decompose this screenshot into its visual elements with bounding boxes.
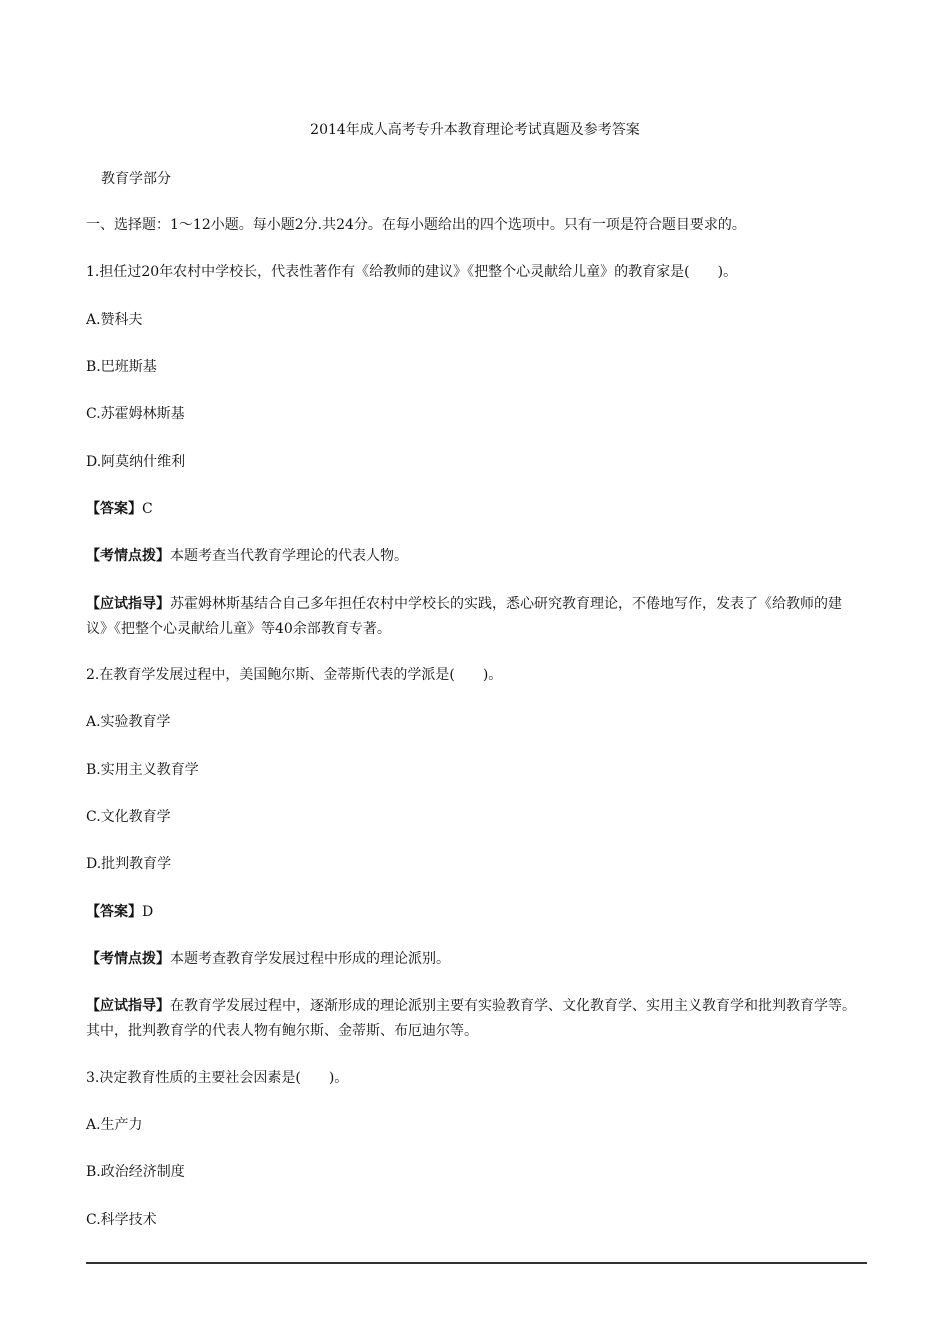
question-3-option-b: B.政治经济制度 bbox=[86, 1164, 185, 1180]
guide-text: 在教育学发展过程中，逐渐形成的理论派别主要有实验教育学、文化教育学、实用主义教育学和批判教育学等。 bbox=[170, 998, 856, 1014]
answer-value: D bbox=[142, 904, 154, 920]
point-label: 【考情点拨】 bbox=[86, 951, 170, 967]
question-1-option-a: A.赞科夫 bbox=[86, 312, 143, 328]
question-1-point bbox=[86, 545, 870, 567]
question-1-option-c: C.苏霍姆林斯基 bbox=[86, 406, 185, 422]
question-1-guide-line-2: 议》《把整个心灵献给儿童》等40余部教育专著。 bbox=[86, 621, 391, 637]
question-2-guide-line-1 bbox=[86, 995, 870, 1017]
question-2-stem: 2.在教育学发展过程中，美国鲍尔斯、金蒂斯代表的学派是( )。 bbox=[86, 667, 503, 683]
question-1-option-b: B.巴班斯基 bbox=[86, 359, 157, 375]
guide-label: 【应试指导】 bbox=[86, 998, 170, 1014]
question-3-option-a: A.生产力 bbox=[86, 1117, 143, 1133]
instructions: 一、选择题：1～12小题。每小题2分.共24分。在每小题给出的四个选项中。只有一项是符合题目要求的。 bbox=[86, 217, 746, 233]
question-2-option-b: B.实用主义教育学 bbox=[86, 762, 199, 778]
answer-value: C bbox=[142, 501, 153, 517]
question-3-stem: 3.决定教育性质的主要社会因素是( )。 bbox=[86, 1070, 349, 1086]
question-2-option-a: A.实验教育学 bbox=[86, 714, 171, 730]
question-2-point bbox=[86, 948, 870, 970]
question-1-option-d: D.阿莫纳什维利 bbox=[86, 454, 186, 470]
question-1-stem: 1.担任过20年农村中学校长，代表性著作有《给教师的建议》《把整个心灵献给儿童》的教育家是( )。 bbox=[86, 264, 738, 280]
point-text: 本题考查教育学发展过程中形成的理论派别。 bbox=[170, 951, 450, 967]
question-2-answer bbox=[86, 901, 870, 923]
section-heading: 教育学部分 bbox=[101, 171, 171, 187]
point-text: 本题考查当代教育学理论的代表人物。 bbox=[170, 548, 408, 564]
point-label: 【考情点拨】 bbox=[86, 548, 170, 564]
question-3-option-c: C.科学技术 bbox=[86, 1212, 157, 1228]
question-2-guide-line-2: 其中，批判教育学的代表人物有鲍尔斯、金蒂斯、布厄迪尔等。 bbox=[86, 1023, 478, 1039]
guide-label: 【应试指导】 bbox=[86, 596, 170, 612]
question-1-guide-line-1 bbox=[86, 593, 870, 615]
question-2-option-c: C.文化教育学 bbox=[86, 809, 171, 825]
guide-text: 苏霍姆林斯基结合自己多年担任农村中学校长的实践，悉心研究教育理论，不倦地写作，发表了《给教师的建 bbox=[170, 596, 842, 612]
document-title: 2014年成人高考专升本教育理论考试真题及参考答案 bbox=[310, 122, 640, 138]
question-2-option-d: D.批判教育学 bbox=[86, 856, 172, 872]
question-1-answer bbox=[86, 498, 870, 520]
footer-divider bbox=[86, 1262, 867, 1264]
answer-label: 【答案】 bbox=[86, 904, 142, 920]
answer-label: 【答案】 bbox=[86, 501, 142, 517]
